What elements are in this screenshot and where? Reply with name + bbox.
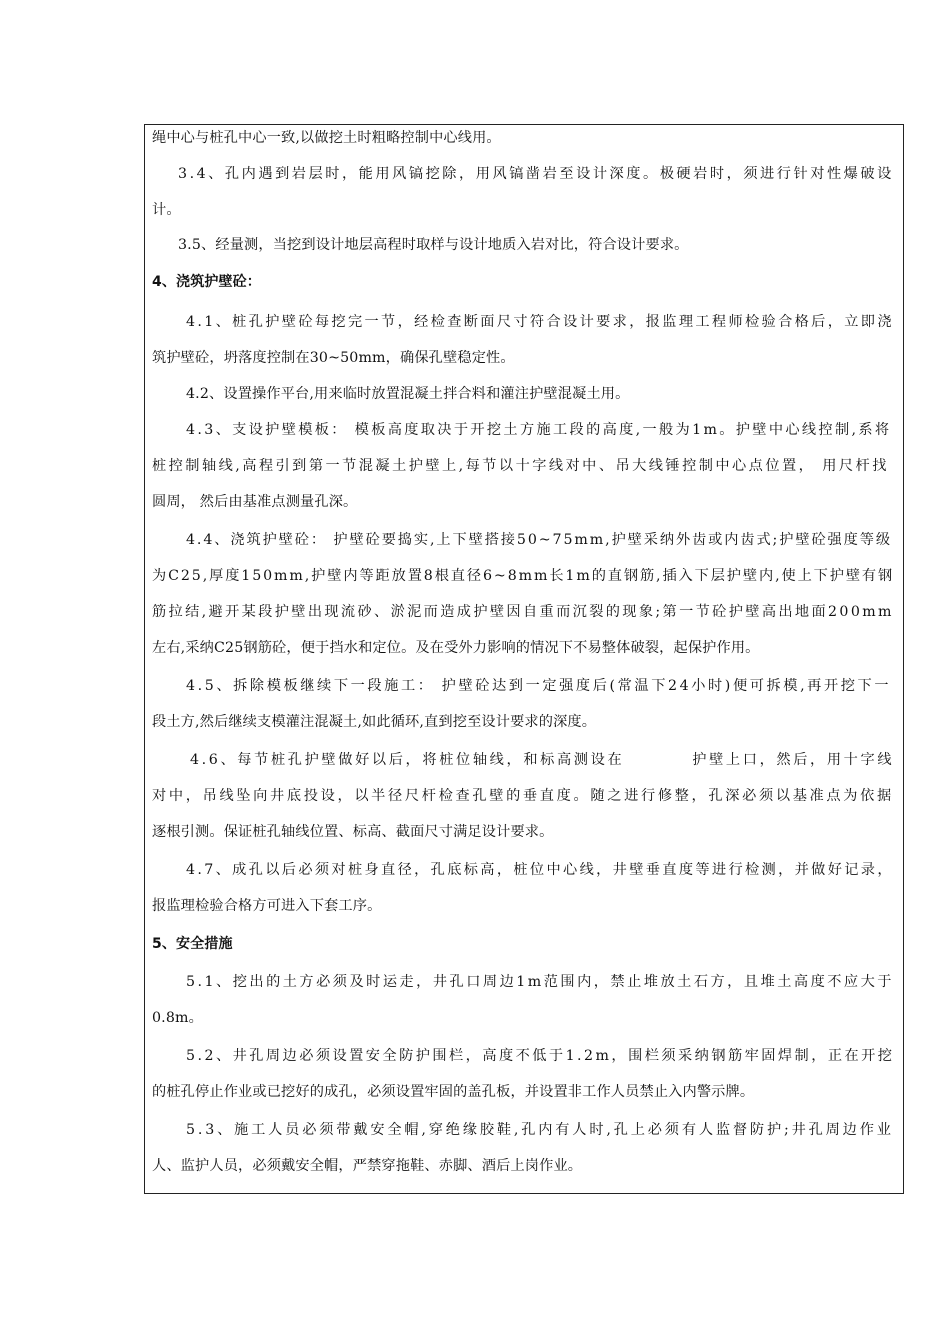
line-text: 报监理检验合格方可进入下套工序。 (152, 898, 382, 914)
paragraph-line (152, 566, 894, 586)
line-text: 5.3、施工人员必须带戴安全帽,穿绝缘胶鞋,孔内有人时,孔上必须有人监督防护;井孔周边作业 (186, 1122, 894, 1138)
line-text: 4、浇筑护壁砼： (152, 274, 261, 290)
paragraph-line (152, 492, 357, 512)
line-text: 筑护壁砼，坍落度控制在30~50mm，确保孔壁稳定性。 (152, 350, 515, 366)
section-heading (152, 934, 233, 954)
paragraph-line (152, 972, 894, 992)
line-text: 计。 (152, 202, 181, 218)
line-text: 筋拉结,避开某段护壁出现流砂、淤泥而造成护壁因自重而沉裂的现象;第一节砼护壁高出地面200mm (152, 604, 894, 620)
paragraph-line (152, 860, 894, 880)
line-text-tail: 护壁上口，然后，用十字线 (692, 752, 895, 768)
paragraph-line (152, 1046, 894, 1066)
line-text: 桩控制轴线,高程引到第一节混凝土护壁上,每节以十字线对中、吊大线锤控制中心点位置， 用尺杆找 (152, 458, 889, 474)
paragraph-line (152, 1156, 582, 1176)
paragraph-line (152, 456, 889, 476)
line-text: 逐根引测。保证桩孔轴线位置、标高、截面尺寸满足设计要求。 (152, 824, 554, 840)
line-text: 段土方,然后继续支模灌注混凝土,如此循环,直到挖至设计要求的深度。 (152, 714, 597, 730)
line-text: 4.4、浇筑护壁砼： 护壁砼要捣实,上下壁搭接50~75mm,护壁采纳外齿或内齿式;护壁砼强度等级 (186, 532, 892, 548)
line-text: 绳中心与桩孔中心一致,以做挖土时粗略控制中心线用。 (152, 130, 501, 146)
paragraph-line (152, 348, 515, 368)
line-text: 4.1、桩孔护壁砼每挖完一节，经检查断面尺寸符合设计要求，报监理工程师检验合格后，立即浇 (186, 314, 894, 330)
line-text: 为C25,厚度150mm,护壁内等距放置8根直径6~8mm长1m的直钢筋,插入下层护壁内,使上下护壁有钢 (152, 568, 895, 584)
paragraph-line (152, 786, 894, 806)
paragraph-line (152, 1008, 203, 1028)
line-text: 3.4、孔内遇到岩层时，能用风镐挖除，用风镐凿岩至设计深度。极硬岩时，须进行针对性爆破设 (178, 166, 894, 182)
line-text: 4.5、拆除模板继续下一段施工： 护壁砼达到一定强度后(常温下24小时)便可拆模,再开挖下一 (186, 678, 892, 694)
line-text: 的桩孔停止作业或已挖好的成孔，必须设置牢固的盖孔板，并设置非工作人员禁止入内警示牌。 (152, 1084, 755, 1100)
line-text: 5.2、井孔周边必须设置安全防护围栏，高度不低于1.2m，围栏须采纳钢筋牢固焊制，正在开挖 (186, 1048, 895, 1064)
line-text: 圆周， 然后由基准点测量孔深。 (152, 494, 358, 510)
line-text: 对中，吊线坠向井底投设，以半径尺杆检查孔壁的垂直度。随之进行修整，孔深必须以基准点为依据 (152, 788, 894, 804)
paragraph-line (152, 530, 892, 550)
line-text: 4.2、设置操作平台,用来临时放置混凝土拌合料和灌注护壁混凝土用。 (186, 386, 630, 402)
paragraph-line (152, 200, 181, 220)
paragraph-line (152, 312, 894, 332)
paragraph-line (152, 1120, 894, 1140)
paragraph-line (152, 602, 894, 622)
paragraph-line (152, 822, 553, 842)
line-text: 5、安全措施 (152, 936, 233, 952)
paragraph-line (152, 384, 629, 404)
paragraph-line (152, 638, 760, 658)
paragraph-line (152, 1082, 754, 1102)
line-text: 人、监护人员，必须戴安全帽，严禁穿拖鞋、赤脚、酒后上岗作业。 (152, 1158, 583, 1174)
paragraph-line (152, 235, 689, 255)
line-text: 0.8m。 (152, 1010, 203, 1026)
section-heading (152, 272, 261, 292)
paragraph-line (152, 896, 381, 916)
line-text: 4.7、成孔以后必须对桩身直径，孔底标高，桩位中心线，井壁垂直度等进行检测，并做好记录， (186, 862, 894, 878)
paragraph-line (152, 712, 596, 732)
line-text: 左右,采纳C25钢筋砼，便于挡水和定位。及在受外力影响的情况下不易整体破裂，起保护作用。 (152, 640, 760, 656)
paragraph-line (152, 128, 501, 148)
paragraph-line (152, 750, 894, 770)
line-text: 5.1、挖出的土方必须及时运走，井孔口周边1m范围内，禁止堆放土石方，且堆土高度不应大于 (186, 974, 894, 990)
line-text: 4.6、每节桩孔护壁做好以后，将桩位轴线，和标高测设在 (190, 752, 625, 768)
paragraph-line (152, 164, 894, 184)
line-text: 4.3、支设护壁模板： 模板高度取决于开挖土方施工段的高度,一般为1m。护壁中心线控制,系将 (186, 422, 892, 438)
paragraph-line (152, 676, 891, 696)
line-text: 3.5、经量测，当挖到设计地层高程时取样与设计地质入岩对比，符合设计要求。 (178, 237, 689, 253)
paragraph-line (152, 420, 891, 440)
